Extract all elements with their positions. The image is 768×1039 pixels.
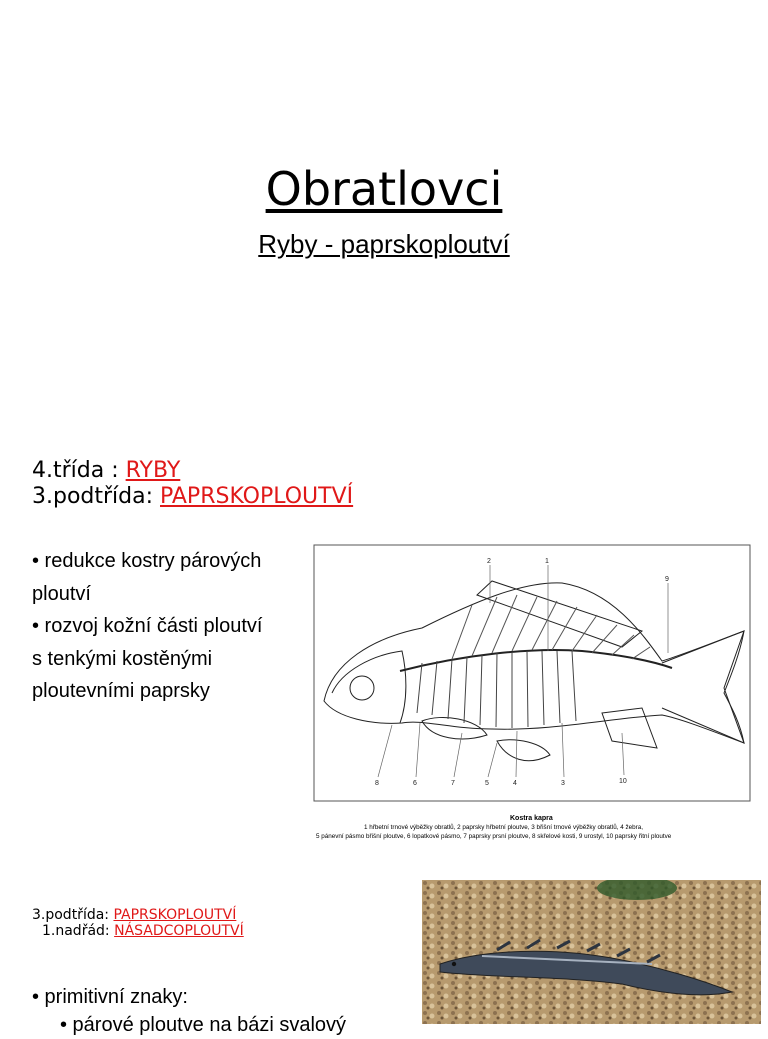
bullet-line: • párové ploutve na bázi svalový — [60, 1014, 347, 1036]
fish-eye — [452, 962, 456, 966]
label-6: 6 — [413, 780, 417, 787]
taxonomy-heading — [32, 907, 244, 939]
figure-caption-line: 5 pánevní pásmo břišní ploutve, 6 lopatkové pásmo, 7 paprsky prsní ploutve, 8 skřelové kosti, 9 urostyl, 10 paprsky řitní ploutve — [316, 833, 672, 840]
order-value-link[interactable]: NÁSADCOPLOUTVÍ — [114, 923, 244, 939]
class-line — [32, 458, 353, 484]
subclass-line — [32, 484, 353, 510]
figure-caption-line: 1 hřbetní trnové výběžky obratlů, 2 paprsky hřbetní ploutve, 3 břišní trnové výběžky obratlů, 4 žebra, — [364, 824, 643, 831]
subclass-value-link[interactable]: PAPRSKOPLOUTVÍ — [160, 484, 354, 509]
label-10: 10 — [619, 778, 627, 785]
bullet-list — [32, 983, 346, 1039]
bullet-line: • primitivní znaky: — [32, 986, 188, 1008]
bullet-line: s tenkými kostěnými — [32, 647, 213, 670]
order-line — [32, 923, 244, 939]
label-1: 1 — [545, 558, 549, 565]
label-7: 7 — [451, 780, 455, 787]
label-9: 9 — [665, 576, 669, 583]
bullet-line: • rozvoj kožní části ploutví — [32, 615, 263, 637]
fish-photo — [422, 880, 761, 1024]
label-5: 5 — [485, 780, 489, 787]
subclass-label: 3.podtřída: — [32, 907, 114, 923]
order-label: 1.nadřád: — [42, 923, 115, 939]
gravel-background — [422, 880, 761, 1024]
label-3: 3 — [561, 780, 565, 787]
bullet-line: ploutevními paprsky — [32, 680, 210, 702]
label-2: 2 — [487, 558, 491, 565]
slide-subtitle: Ryby - paprskoploutví — [258, 229, 510, 259]
class-heading — [32, 458, 353, 510]
bullet-line: ploutví — [32, 582, 91, 605]
subclass-label: 3.podtřída: — [32, 484, 161, 509]
carp-skeleton-figure — [312, 543, 762, 843]
label-4: 4 — [513, 780, 517, 787]
label-8: 8 — [375, 780, 379, 787]
slide-title: Obratlovci — [265, 162, 503, 216]
bullet-line: • redukce kostry párových — [32, 550, 262, 572]
class-value-link[interactable]: RYBY — [125, 458, 181, 483]
bullet-list — [32, 545, 282, 708]
figure-caption-title: Kostra kapra — [510, 815, 553, 822]
subclass-value-link[interactable]: PAPRSKOPLOUTVÍ — [113, 907, 237, 923]
class-label: 4.třída : — [32, 458, 126, 483]
subclass-line — [32, 907, 244, 923]
